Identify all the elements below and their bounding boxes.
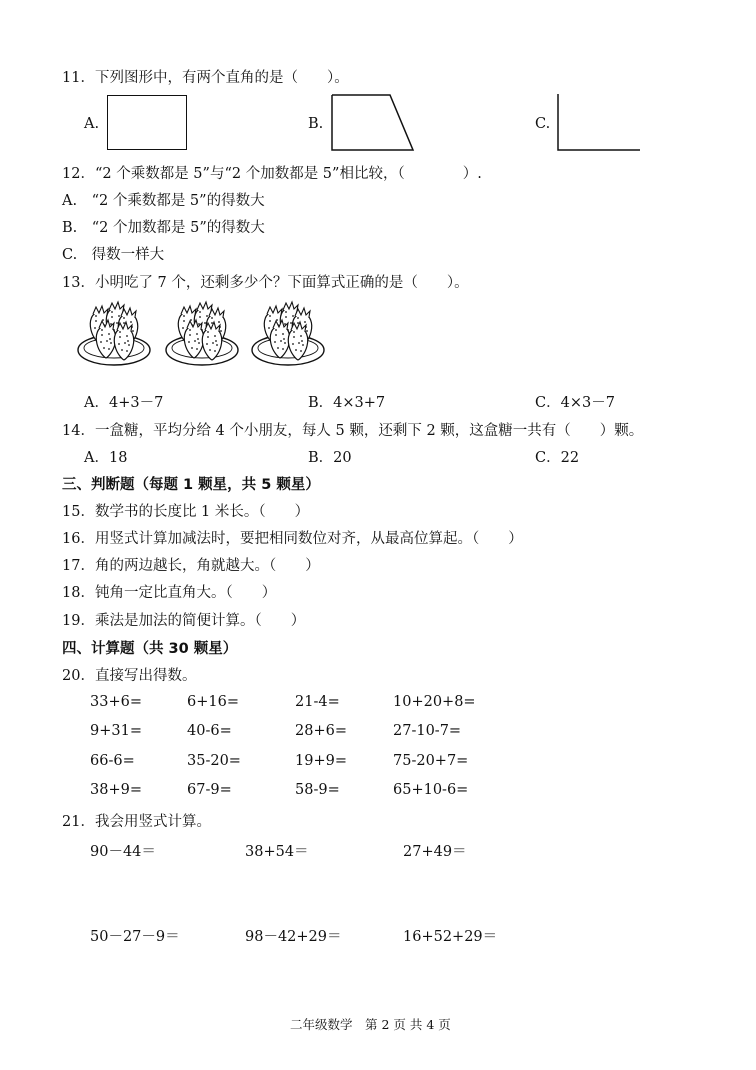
q13-option-b: B．4×3+7 (308, 395, 386, 411)
trapezoid-shape (330, 94, 415, 152)
q20-cell: 6+16= (187, 694, 239, 710)
q12-option-a: A. “2 个乘数都是 5”的得数大 (62, 193, 265, 209)
q21-cell: 38+54＝ (245, 844, 309, 860)
q20-cell: 10+20+8= (393, 694, 476, 710)
q17-item: 17．角的两边越长，角就越大。（ ） (62, 558, 320, 574)
q20-cell: 19+9= (295, 753, 347, 769)
q19-item: 19．乘法是加法的简便计算。（ ） (62, 613, 306, 629)
q20-cell: 65+10-6= (393, 782, 469, 798)
q21-cell: 50－27－9＝ (90, 929, 180, 945)
q12-stem: 12．“2 个乘数都是 5”与“2 个加数都是 5”相比较，（ ）. (62, 166, 482, 182)
q13-option-c: C．4×3－7 (535, 395, 615, 411)
q20-cell: 58-9= (295, 782, 340, 798)
q16-item: 16．用竖式计算加减法时，要把相同数位对齐，从最高位算起。（ ） (62, 531, 523, 547)
q20-cell: 28+6= (295, 723, 347, 739)
q20-stem: 20．直接写出得数。 (62, 668, 197, 684)
q20-cell: 35-20= (187, 753, 241, 769)
q13-option-a: A．4+3－7 (84, 395, 164, 411)
section-3-title: 三、判断题（每题 1 颗星，共 5 颗星） (62, 477, 320, 493)
q11-option-c-label: C. (535, 116, 551, 132)
section-4-title: 四、计算题（共 30 颗星） (62, 641, 238, 657)
q20-cell: 38+9= (90, 782, 142, 798)
q14-option-a: A．18 (84, 450, 128, 466)
q21-stem: 21．我会用竖式计算。 (62, 814, 211, 830)
q20-cell: 9+31= (90, 723, 142, 739)
q20-cell: 67-9= (187, 782, 232, 798)
q12-option-c: C. 得数一样大 (62, 247, 165, 263)
q20-cell: 75-20+7= (393, 753, 469, 769)
rectangle-shape (107, 95, 187, 150)
q20-cell: 27-10-7= (393, 723, 462, 739)
q20-cell: 33+6= (90, 694, 142, 710)
q15-item: 15．数学书的长度比 1 米长。（ ） (62, 504, 310, 520)
q21-cell: 90－44＝ (90, 844, 156, 860)
strawberry-plates-illustration (76, 300, 332, 372)
q13-stem: 13．小明吃了 7 个，还剩多少个？下面算式正确的是（ ）。 (62, 275, 469, 291)
q14-option-b: B．20 (308, 450, 352, 466)
q18-item: 18．钝角一定比直角大。（ ） (62, 585, 277, 601)
q11-option-a-label: A. (84, 116, 100, 132)
page-footer: 二年级数学 第 2 页 共 4 页 (290, 1017, 451, 1032)
q21-cell: 98－42+29＝ (245, 929, 342, 945)
q20-cell: 66-6= (90, 753, 135, 769)
q20-cell: 21-4= (295, 694, 340, 710)
q12-option-b: B. “2 个加数都是 5”的得数大 (62, 220, 265, 236)
q14-stem: 14．一盒糖，平均分给 4 个小朋友，每人 5 颗，还剩下 2 颗，这盒糖一共有（ ）颗。 (62, 423, 644, 439)
q14-option-c: C．22 (535, 450, 580, 466)
q21-cell: 27+49＝ (403, 844, 467, 860)
right-angle-shape (556, 94, 642, 152)
q21-cell: 16+52+29＝ (403, 929, 498, 945)
q11-stem: 11．下列图形中，有两个直角的是（ ）。 (62, 70, 349, 86)
q11-option-b-label: B. (308, 116, 324, 132)
q20-cell: 40-6= (187, 723, 232, 739)
